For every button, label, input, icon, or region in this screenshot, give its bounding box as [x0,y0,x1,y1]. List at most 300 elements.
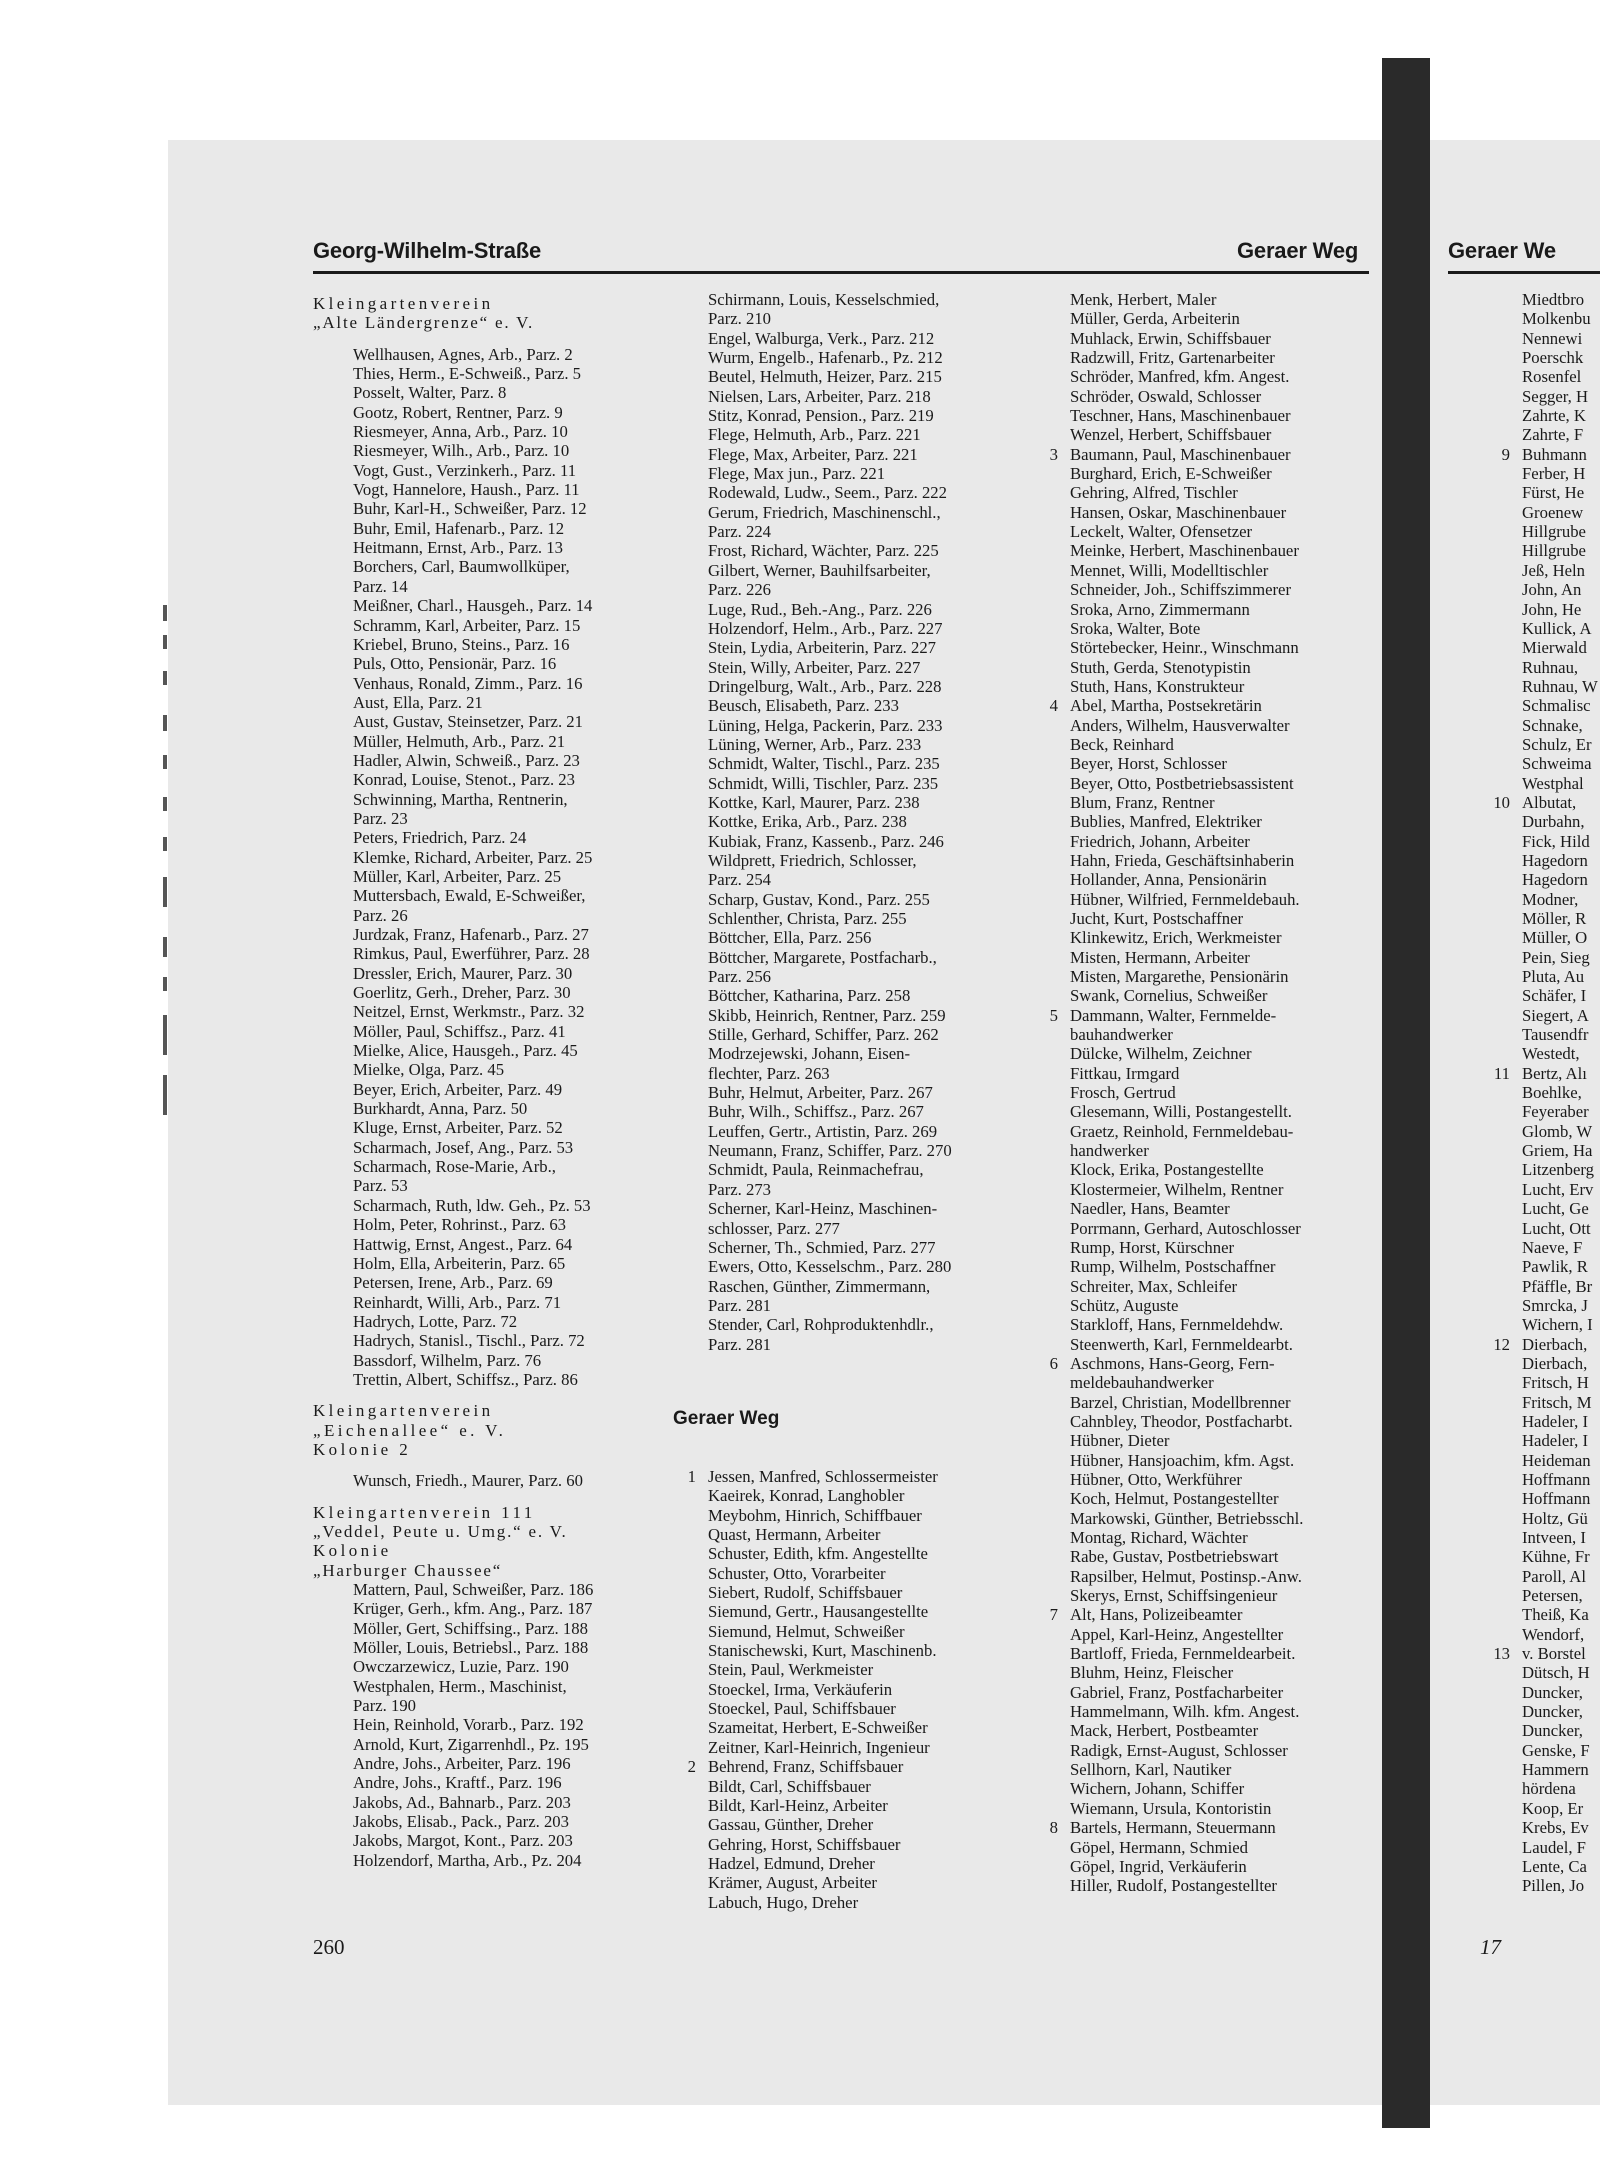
list-item [1070,406,1303,425]
entry-text: Quast, Hermann, Arbeiter [708,1525,881,1545]
entry-text: Müller, Helmuth, Arb., Parz. 21 [353,731,566,751]
entry-text: Kriebel, Bruno, Steins., Parz. 16 [353,634,570,654]
entry-text: Naeve, F [1522,1237,1583,1257]
entry-text: Ferber, H [1522,464,1586,484]
house-number-entry [1049,1005,1303,1025]
entry-text: Duncker, [1522,1682,1583,1702]
list-item [1522,1857,1598,1876]
list-item [313,1196,593,1215]
list-item [708,1277,952,1296]
list-item [1522,1044,1598,1063]
list-item [1522,1470,1598,1489]
entry-text: Holzendorf, Helm., Arb., Parz. 227 [708,618,943,638]
list-item [1522,1663,1598,1682]
left-page-header: Georg-Wilhelm-Straße [313,238,542,263]
entry-text: Friedrich, Johann, Arbeiter [1070,831,1250,851]
entry-text: Bluhm, Heinz, Fleischer [1070,1663,1234,1683]
list-item [708,870,952,889]
entry-text: Stein, Willy, Arbeiter, Parz. 227 [708,657,921,677]
list-item [708,1854,938,1873]
entry-text: Sroka, Walter, Bote [1070,618,1201,638]
entry-text: Skerys, Ernst, Schiffsingenieur [1070,1586,1278,1606]
entry-text: Schmalisc [1522,696,1591,716]
entry-text: Stitz, Konrad, Pension., Parz. 219 [708,406,934,426]
list-item [313,1735,593,1754]
entry-text: Barzel, Christian, Modellbrenner [1070,1392,1291,1412]
list-item [1522,1141,1598,1160]
section-heading [313,313,593,332]
entry-text: Venhaus, Ronald, Zimm., Parz. 16 [353,673,583,693]
list-item [1070,1857,1303,1876]
list-item [708,1315,952,1334]
entry-text: Müller, O [1522,928,1588,948]
entry-text: Scharmach, Ruth, ldw. Geh., Pz. 53 [353,1195,591,1215]
list-item [313,964,593,983]
list-item [708,1335,952,1354]
entry-text: Mennet, Willi, Modelltischler [1070,560,1269,580]
entry-text: Boehlke, [1522,1083,1582,1103]
entry-text: Schmidt, Paula, Reinmachefrau, [708,1160,924,1180]
entry-text: Scharmach, Rose-Marie, Arb., [353,1157,556,1177]
entry-text: Hansen, Oskar, Maschinenbauer [1070,502,1287,522]
entry-text: Hillgrube [1522,541,1586,561]
entry-text: Ruhnau, W [1522,676,1598,696]
list-item [708,1699,938,1718]
list-item [1070,1702,1303,1721]
list-item [708,580,952,599]
entry-text: Schuster, Edith, kfm. Angestellte [708,1544,928,1564]
entry-text: Pfäffle, Br [1522,1276,1593,1296]
house-number-entry [1049,1818,1303,1838]
entry-text: Jessen, Manfred, Schlossermeister [708,1467,938,1486]
list-item [313,1677,593,1696]
list-item [1070,1083,1303,1102]
list-item [1070,812,1303,831]
entry-text: Zeitner, Karl-Heinrich, Ingenieur [708,1737,930,1757]
list-item [1070,1644,1303,1663]
entry-text: Owczarzewicz, Luzie, Parz. 190 [353,1657,569,1677]
entry-text: Jucht, Kurt, Postschaffner [1070,909,1244,928]
list-item [313,1099,593,1118]
house-number: 12 [1493,1334,1510,1354]
list-item [708,503,952,522]
entry-text: meldebauhandwerker [1070,1373,1214,1393]
entry-text: Molkenbu [1522,309,1591,329]
entry-text: Schmidt, Willi, Tischler, Parz. 235 [708,773,939,793]
entry-text: Schreiter, Max, Schleifer [1070,1276,1238,1296]
list-item [1070,1470,1303,1489]
entry-text: Gabriel, Franz, Postfacharbeiter [1070,1682,1284,1702]
entry-text: Luge, Rud., Beh.-Ang., Parz. 226 [708,599,932,619]
house-number-entry [1501,444,1598,464]
list-item [1522,619,1598,638]
entry-text: Buhr, Karl-H., Schweißer, Parz. 12 [353,499,587,519]
list-item [1522,967,1598,986]
entry-text: Kubiak, Franz, Kassenb., Parz. 246 [708,831,944,851]
column-2 [708,290,952,1354]
entry-text: Vogt, Gust., Verzinkerh., Parz. 11 [353,460,577,480]
entry-text: Hadeler, I [1522,1431,1589,1451]
list-item [1070,600,1303,619]
entry-text: Mielke, Olga, Parz. 45 [353,1060,505,1080]
entry-text: Starkloff, Hans, Fernmeldehdw. [1070,1315,1284,1335]
list-item [313,333,593,345]
list-item [1522,832,1598,851]
list-item [1070,1799,1303,1818]
entry-text: Schmidt, Walter, Tischl., Parz. 235 [708,754,940,774]
list-item [1522,1102,1598,1121]
list-item [1522,503,1598,522]
list-item [708,832,952,851]
list-item [1070,367,1303,386]
list-item [313,1638,593,1657]
entry-text: Schramm, Karl, Arbeiter, Parz. 15 [353,615,581,635]
list-item [708,1660,938,1679]
entry-text: Modrzejewski, Johann, Eisen- [708,1044,911,1064]
entry-text: John, He [1522,599,1582,619]
list-item [313,1254,593,1273]
list-item [1522,1683,1598,1702]
entry-text: Muhlack, Erwin, Schiffsbauer [1070,328,1271,348]
entry-text: Swank, Cornelius, Schweißer [1070,986,1268,1006]
entry-text: Mierwald [1522,638,1587,658]
entry-text: Kottke, Erika, Arb., Parz. 238 [708,812,907,832]
entry-text: Paroll, Al [1522,1566,1586,1586]
list-item [313,1754,593,1773]
house-number: 8 [1049,1818,1058,1838]
list-item [708,696,952,715]
section-heading [313,1440,593,1459]
entry-text: Engel, Walburga, Verk., Parz. 212 [708,328,935,348]
house-number-entry [1049,444,1303,464]
entry-text: Dringelburg, Walt., Arb., Parz. 228 [708,676,942,696]
list-item [1522,387,1598,406]
entry-text: Scharmach, Josef, Ang., Parz. 53 [353,1137,574,1157]
entry-text: Hadrych, Stanisl., Tischl., Parz. 72 [353,1331,585,1351]
entry-text: Parz. 14 [353,576,408,596]
list-item [1522,890,1598,909]
list-item [708,1544,938,1563]
list-item [708,1006,952,1025]
entry-text: Hadzel, Edmund, Dreher [708,1853,875,1873]
list-item [708,1238,952,1257]
entry-text: Pluta, Au [1522,967,1585,987]
entry-text: Pawlik, R [1522,1257,1588,1277]
entry-text: Ewers, Otto, Kesselschm., Parz. 280 [708,1257,952,1277]
entry-text: Vogt, Hannelore, Haush., Parz. 11 [353,480,580,500]
list-item [313,1599,593,1618]
list-item [313,519,593,538]
list-item [1522,1721,1598,1740]
entry-text: Radigk, Ernst-August, Schlosser [1070,1740,1288,1760]
list-item [1522,1431,1598,1450]
list-item [1522,290,1598,309]
entry-text: Bertz, Alı [1522,1063,1587,1083]
next-page-header: Geraer We [1448,238,1556,263]
entry-text: Kullick, A [1522,618,1592,638]
list-item [1522,348,1598,367]
list-item [1070,1760,1303,1779]
entry-text: Möller, Paul, Schiffsz., Parz. 41 [353,1021,566,1041]
list-item [313,925,593,944]
entry-text: John, An [1522,580,1582,600]
list-item [313,867,593,886]
list-item [1522,329,1598,348]
list-item [708,1083,952,1102]
entry-text: Feyeraber [1522,1102,1589,1122]
list-item [708,1122,952,1141]
list-item [313,1215,593,1234]
list-item [313,983,593,1002]
list-item [708,1044,952,1063]
entry-text: Kolonie 2 [313,1439,412,1459]
list-item [708,658,952,677]
list-item [1522,309,1598,328]
entry-text: bauhandwerker [1070,1025,1173,1045]
entry-text: Labuch, Hugo, Dreher [708,1892,859,1912]
entry-text: Klostermeier, Wilhelm, Rentner [1070,1179,1284,1199]
list-item [708,1141,952,1160]
list-item [708,812,952,831]
list-item [708,1641,938,1660]
house-number-entry [1493,1644,1598,1664]
list-item [708,793,952,812]
list-item [1522,870,1598,889]
house-number-entry [1493,792,1598,812]
list-item [1522,638,1598,657]
list-item [1522,1083,1598,1102]
list-item [1070,851,1303,870]
entry-text: Meybohm, Hinrich, Schiffbauer [708,1505,922,1525]
entry-text: Aust, Ella, Parz. 21 [353,692,483,712]
list-item [1070,1547,1303,1566]
entry-text: Mack, Herbert, Postbeamter [1070,1721,1259,1741]
entry-text: Möller, Louis, Betriebsl., Parz. 188 [353,1638,589,1658]
entry-text: Duncker, [1522,1721,1583,1741]
list-item [1070,1296,1303,1315]
list-item [313,828,593,847]
entry-text: Bassdorf, Wilhelm, Parz. 76 [353,1350,542,1370]
list-item [313,1138,593,1157]
list-item [1070,1451,1303,1470]
list-item [313,1041,593,1060]
list-item [1522,1238,1598,1257]
house-number: 6 [1049,1353,1058,1373]
list-item [1070,1064,1303,1083]
list-item [708,1777,938,1796]
entry-text: Flege, Max jun., Parz. 221 [708,464,886,484]
entry-text: Trettin, Albert, Schiffsz., Parz. 86 [353,1369,578,1389]
list-item [1522,1818,1598,1837]
list-item [313,422,593,441]
entry-text: Möller, Gert, Schiffsing., Parz. 188 [353,1618,588,1638]
list-item [1522,735,1598,754]
entry-text: Petersen, Irene, Arb., Parz. 69 [353,1273,553,1293]
entry-text: Wendorf, [1522,1624,1585,1644]
column-1 [313,294,593,1870]
list-item [313,461,593,480]
entry-text: Lüning, Werner, Arb., Parz. 233 [708,734,922,754]
entry-text: Menk, Herbert, Maler [1070,290,1217,309]
list-item [1522,483,1598,502]
entry-text: Scherner, Th., Schmied, Parz. 277 [708,1237,936,1257]
list-item [1070,1567,1303,1586]
list-item [708,890,952,909]
entry-text: Zahrte, F [1522,425,1584,445]
list-item [708,1583,938,1602]
list-item [313,732,593,751]
entry-text: Peters, Friedrich, Parz. 24 [353,828,527,848]
entry-text: Porrmann, Gerhard, Autoschlosser [1070,1218,1301,1238]
entry-text: Nennewi [1522,328,1583,348]
house-number: 2 [687,1757,696,1777]
entry-text: Petersen, [1522,1586,1583,1606]
list-item [313,1157,593,1176]
entry-text: Raschen, Günther, Zimmermann, [708,1276,931,1296]
entry-text: Aust, Gustav, Steinsetzer, Parz. 21 [353,712,583,732]
entry-text: Dammann, Walter, Fernmelde- [1070,1005,1277,1025]
list-item [1070,1277,1303,1296]
list-item [1070,967,1303,986]
entry-text: Fritsch, M [1522,1392,1592,1412]
list-item [708,561,952,580]
entry-text: Holzendorf, Martha, Arb., Pz. 204 [353,1850,582,1870]
list-item [1070,1721,1303,1740]
list-item [708,1796,938,1815]
entry-text: Rimkus, Paul, Ewerführer, Parz. 28 [353,944,590,964]
entry-text: Behrend, Franz, Schiffsbauer [708,1757,904,1777]
house-number-entry [1049,1353,1303,1373]
list-item [1070,483,1303,502]
entry-text: Kottke, Karl, Maurer, Parz. 238 [708,792,920,812]
entry-text: Goerlitz, Gerh., Dreher, Parz. 30 [353,983,571,1003]
list-item [1070,793,1303,812]
entry-text: Wildprett, Friedrich, Schlosser, [708,850,917,870]
entry-text: Schulz, Er [1522,734,1592,754]
entry-text: „Veddel, Peute u. Umg.“ e. V. [313,1521,568,1541]
margin-marks [163,605,193,1125]
entry-text: Andre, Johs., Arbeiter, Parz. 196 [353,1754,571,1774]
entry-text: Tausendfr [1522,1025,1589,1045]
list-item [1522,696,1598,715]
list-item [708,1873,938,1892]
entry-text: Fittkau, Irmgard [1070,1063,1180,1083]
entry-text: Segger, H [1522,386,1589,406]
entry-text: Laudel, F [1522,1837,1586,1857]
list-item [1522,1315,1598,1334]
list-item [313,1002,593,1021]
entry-text: Theiß, Ka [1522,1605,1589,1625]
list-item [1070,1528,1303,1547]
list-item [708,909,952,928]
list-item [708,483,952,502]
column-3 [1049,290,1304,1896]
list-item [1522,658,1598,677]
list-item [1070,890,1303,909]
list-item [313,538,593,557]
list-item [708,1680,938,1699]
list-item [1070,658,1303,677]
entry-text: Stoeckel, Irma, Verkäuferin [708,1679,893,1699]
list-item [1522,464,1598,483]
list-item [708,309,952,328]
entry-text: Teschner, Hans, Maschinenbauer [1070,406,1291,426]
list-item [1070,425,1303,444]
entry-text: Naedler, Hans, Beamter [1070,1199,1230,1219]
entry-text: Buhr, Emil, Hafenarb., Parz. 12 [353,518,565,538]
entry-text: Parz. 254 [708,870,772,890]
entry-text: Schuster, Otto, Vorarbeiter [708,1563,886,1583]
entry-text: Stender, Carl, Rohproduktenhdlr., [708,1315,934,1335]
list-item [1070,754,1303,773]
entry-text: Groenew [1522,502,1584,522]
entry-text: Hammelmann, Wilh. kfm. Angest. [1070,1702,1300,1722]
entry-text: Schlenther, Christa, Parz. 255 [708,909,907,928]
list-item [1070,677,1303,696]
entry-text: Frost, Richard, Wächter, Parz. 225 [708,541,939,561]
list-item [708,1506,938,1525]
entry-text: Westphalen, Herm., Maschinist, [353,1676,567,1696]
entry-text: Steenwerth, Karl, Fernmeldearbt. [1070,1334,1293,1354]
entry-text: Wichern, I [1522,1315,1593,1335]
section-heading [313,1421,593,1440]
list-item [708,1815,938,1834]
entry-text: Hadeler, I [1522,1411,1589,1431]
entry-text: Fritsch, H [1522,1373,1589,1393]
entry-text: Hübner, Otto, Werkführer [1070,1469,1242,1489]
entry-text: Gassau, Günther, Dreher [708,1815,874,1835]
house-number-entry [1493,1063,1598,1083]
entry-text: Heideman [1522,1450,1591,1470]
entry-text: Klock, Erika, Postangestellte [1070,1160,1264,1180]
list-item [708,387,952,406]
entry-text: Gehring, Horst, Schiffsbauer [708,1834,901,1854]
list-item [1070,1122,1303,1141]
entry-text: Neitzel, Ernst, Werkmstr., Parz. 32 [353,1002,585,1022]
section-heading [313,1522,593,1541]
entry-text: Pillen, Jo [1522,1876,1585,1896]
entry-text: v. Borstel [1522,1644,1586,1664]
list-item [313,1389,593,1401]
house-number-entry [687,1757,938,1777]
list-item [708,1296,952,1315]
entry-text: Koop, Er [1522,1798,1584,1818]
entry-text: Montag, Richard, Wächter [1070,1528,1248,1547]
list-item [313,383,593,402]
entry-text: Rodewald, Ludw., Seem., Parz. 222 [708,483,947,503]
list-item [708,1718,938,1737]
entry-text: Graetz, Reinhold, Fernmeldebau- [1070,1121,1294,1141]
list-item [708,716,952,735]
list-item [1522,1296,1598,1315]
list-item [708,967,952,986]
entry-text: Hoffmann [1522,1469,1591,1489]
list-item [313,751,593,770]
list-item [313,577,593,596]
street-heading: Geraer Weg [673,1408,780,1429]
list-item [708,1219,952,1238]
entry-text: Frosch, Gertrud [1070,1083,1176,1103]
list-item [708,1199,952,1218]
entry-text: Rump, Horst, Kürschner [1070,1237,1235,1257]
section-heading [313,1541,593,1560]
list-item [1522,986,1598,1005]
list-item [708,464,952,483]
list-item [1522,1799,1598,1818]
list-item [1522,1509,1598,1528]
entry-text: Klinkewitz, Erich, Werkmeister [1070,928,1282,948]
entry-text: Albutat, [1522,792,1577,812]
